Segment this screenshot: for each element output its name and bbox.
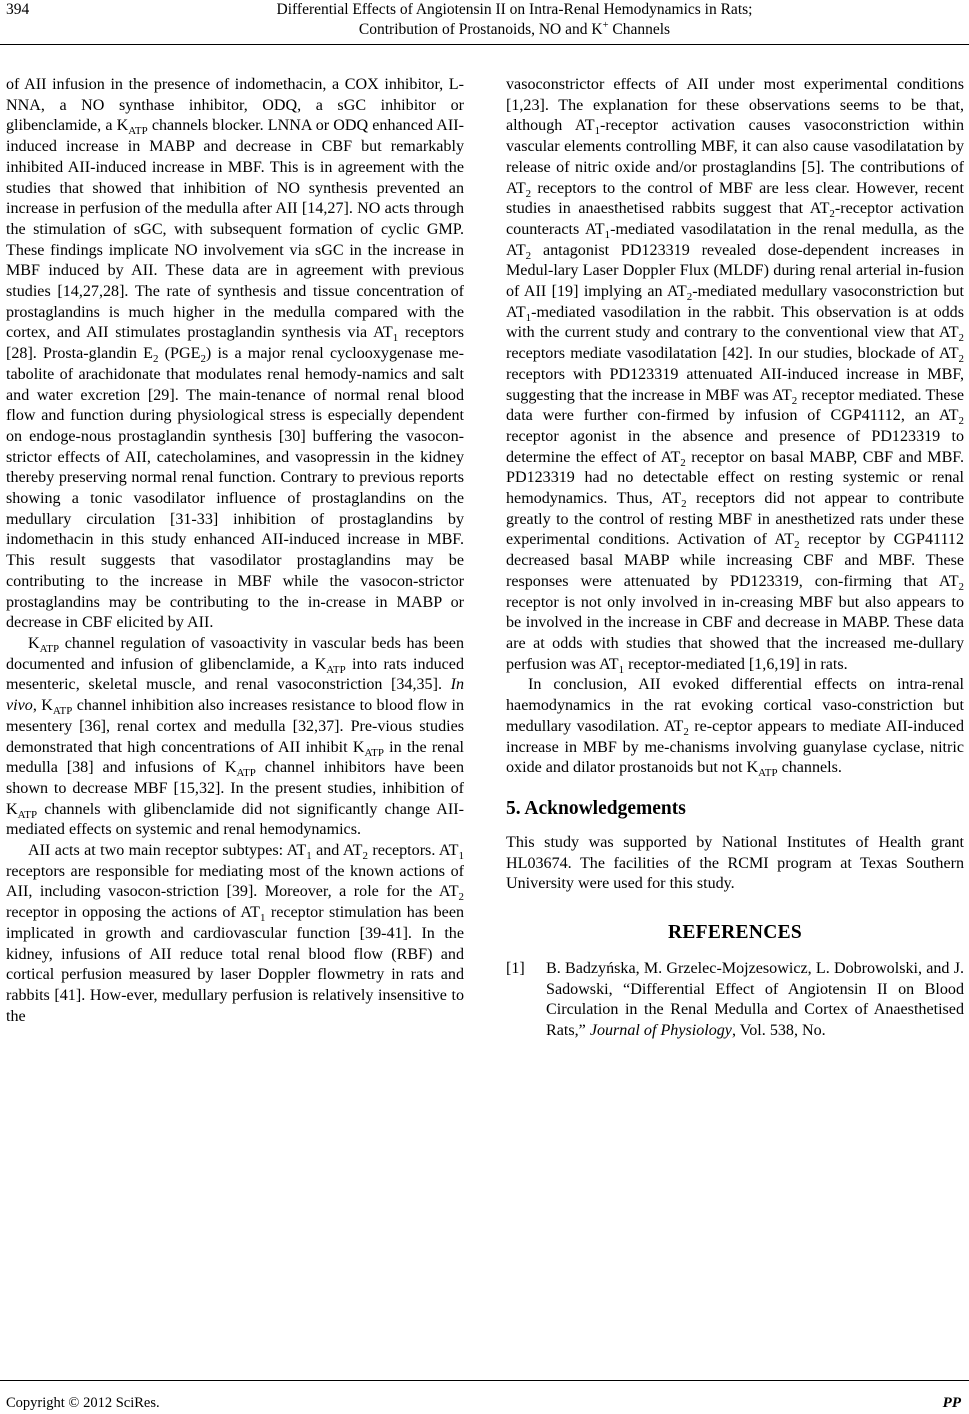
running-title: [60, 0, 969, 40]
references-heading: REFERENCES: [667, 922, 803, 944]
header-rule: [0, 44, 969, 45]
running-title-line-2: Contribution of Prostanoids, NO and K+ Channels: [358, 19, 671, 38]
page-footer: [0, 1380, 969, 1414]
journal-abbreviation: PP: [942, 1395, 961, 1411]
footer-rule: [0, 1380, 969, 1381]
acknowledgements-heading: 5. Acknowledgements: [506, 797, 686, 819]
paragraph-4: vasoconstrictor effects of AII under most experimental conditions [1,23]. The explanation for these observations seems to be that, although $AT_1$-receptor activation causes vasoconstriction within vascular elements controlling MBF, it can also cause vasodilatation by release of nitric oxide and/or prostaglandins [5]. The contributions of $AT_2$ receptors to the control of MBF are less clear. However, recent studies in anaesthetised rabbits suggest that $AT_2$-receptor activation counteracts $AT_1$-mediated vasodilatation in the renal medulla, as the $AT_2$ antagonist PD123319 revealed dose-dependent increases in Medul-lary Laser Doppler Flux (MLDF) during renal arterial in-fusion of AII [19] implying an $AT_2$-mediated medullary vasoconstriction but $AT_1$-mediated vasodilation in the rabbit. This observation is at odds with the current study and contrary to the conventional view that $AT_2$ receptors mediate vasodilatation [42]. In our studies, blockade of $AT_2$ receptors with PD123319 attenuated AII-induced increase in MBF, suggesting that the increase in MBF was $AT_2$ receptor mediated. These data were further con-firmed by infusion of CGP41112, an $AT_2$ receptor agonist in the absence and presence of PD123319 to determine the effect of $AT_2$ receptor on basal MABP, CBF and MBF. PD123319 had no detectable effect on resting systemic or renal hemodynamics. Thus, $AT_2$ receptors did not appear to contribute greatly to the control of resting MBF in anesthetized rats under these experimental conditions. Activation of $AT_2$ receptor by CGP41112 decreased basal MABP while increasing CBF and MBF. These responses were attenuated by PD123319, con-firming that $AT_2$ receptor is not only involved in in-creasing MBF but also appears to be involved in the increase in CBF and decrease in MABP. These data are at odds with studies that showed that the increased me-dullary perfusion was $AT_1$ receptor-mediated [1,6,19] in rats.: [506, 76, 964, 676]
page-number: 394: [6, 1, 30, 18]
copyright: Copyright © 2012 SciRes.: [6, 1395, 160, 1411]
right-column: [506, 75, 964, 1042]
paragraph-2: $K_{ATP}$ channel regulation of vasoactivity in vascular beds has been documented and infusion of glibenclamide, a $K_{ATP}$ into rats induced mesenteric, skeletal muscle, and renal vasoconstriction [34,35]. In vivo, $K_{ATP}$ channel inhibition also increases resistance to blood flow in mesentery [36], renal cortex and medulla [32,37]. Pre-vious studies demonstrated that high concentrations of AII inhibit $K_{ATP}$ in the renal medulla [38] and infusions of $K_{ATP}$ channel inhibitors have been shown to decrease MBF [15,32]. In the present studies, inhibition of $K_{ATP}$ channels with glibenclamide did not significantly change AII-mediated effects on systemic and renal hemodynamics.: [6, 634, 465, 839]
paragraph-3: AII acts at two main receptor subtypes: $AT_1$ and $AT_2$ receptors. $AT_1$ receptors are responsible for mediating most of the known actions of AII, including vasocon-striction [39]. Moreover, a role for the $AT_2$ receptor in opposing the actions of $AT_1$ receptor stimulation has been implicated in growth and cardiovascular function [39-41]. In the kidney, infusions of AII reduce total renal blood flow (RBF) and cortical perfusion measured by laser Doppler flowmetry in rats and rabbits [41]. How-ever, medullary perfusion is relatively insensitive to the: [6, 842, 465, 1025]
running-title-line-1: Differential Effects of Angiotensin II on Intra-Renal Hemodynamics in Rats;: [276, 1, 753, 18]
page-header: [0, 0, 969, 48]
reference-number: [1]: [506, 960, 525, 978]
left-column: [6, 75, 464, 1027]
paragraph-1: of AII infusion in the presence of indomethacin, a COX inhibitor, L-NNA, a NO synthase inhibitor, ODQ, a sGC inhibitor or glibenclamide, a $K_{ATP}$ channels blocker. LNNA or ODQ enhanced AII-induced increase in MABP and decrease in CBF but remarkably inhibited AII-induced increase in MBF. This is in agreement with the studies that showed that inhibition of NO synthesis prevented an increase in perfusion of the medulla after AII [14,27]. NO acts through the stimulation of sGC, with subsequent formation of cyclic GMP. These findings implicate NO involvement via sGC in the increase in MBF induced by AII. These data are in agreement with previous studies [14,27,28]. The rate of synthesis and tissue concentration of prostaglandins is much higher in the medulla compared with the cortex, and AII stimulates prostaglandin synthesis via $AT_1$ receptors [28]. Prosta-glandin $E_2$ $(PGE_2)$ is a major renal cyclooxygenase me-tabolite of arachidonate that modulates renal hemody-namics and salt and water excretion [29]. The main-tenance of normal renal blood flow and function during physiological stress is especially dependent on endoge-nous prostaglandin synthesis [30] buffering the vasocon-strictor effects of AII, catecholamines, and vasopressin in the kidney thereby preserving normal renal function. Contrary to previous reports showing a tonic vasodilator influence of prostaglandins on the medullary circulation [31-33] inhibition of prostaglandins by indomethacin in this study enhanced AII-induced increase in MBF. This result suggests that vasodilator prostaglandins may be contributing to the increase in MBF while the vasocon-strictor prostaglandins may be contributing to the in-crease in MABP or decrease in CBF elicited by AII.: [6, 76, 464, 632]
paragraph-5: In conclusion, AII evoked differential effects on intra-renal haemodynamics in the rat evoking cortical vaso-constriction but medullary vasodilation. $AT_2$ re-ceptor appears to mediate AII-induced increase in MBF by me-chanisms involving guanylase cyclase, nitric oxide and dilator prostanoids but not $K_{ATP}$ channels.: [506, 676, 964, 780]
reference-item: [1] B. Badzyńska, M. Grzelec-Mojzesowicz, L. Dobrowolski, and J. Sadowski, “Differential Effect of Angiotensin II on Blood Circulation in the Renal Medulla and Cortex of Anaesthetised Rats,” Journal of Physiology, Vol. 538, No.: [506, 960, 964, 1040]
acknowledgements-text: This study was supported by National Institutes of Health grant HL03674. The facilities of the RCMI program at Texas Southern University were used for this study.: [506, 833, 964, 893]
